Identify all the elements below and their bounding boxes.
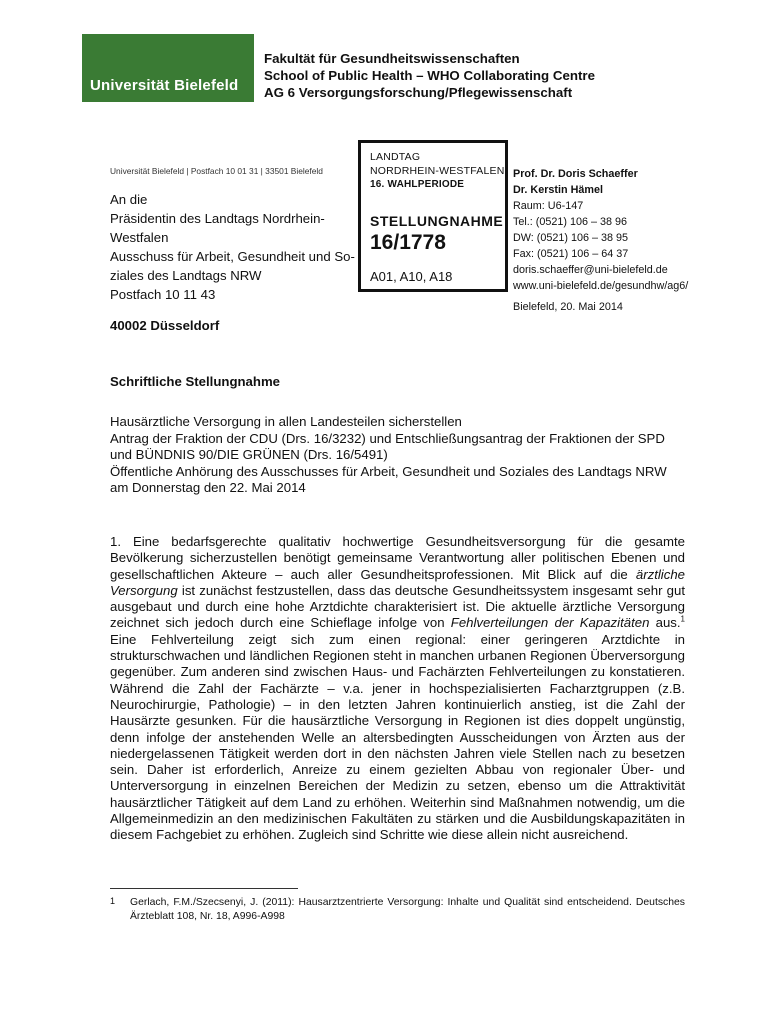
stamp-codes: A01, A10, A18 — [370, 269, 453, 284]
contact-name-2: Dr. Kerstin Hämel — [513, 184, 604, 196]
contact-email: doris.schaeffer@uni-bielefeld.de — [513, 264, 668, 276]
logo-text: Universität Bielefeld — [90, 77, 239, 94]
subject-paragraph-2: Antrag der Fraktion der CDU (Drs. 16/3232) und Entschließungsantrag der Fraktionen der SPD und BÜNDNIS 90/DIE GRÜNEN (Drs. 16/5491) — [110, 430, 665, 462]
faculty-line-1: Fakultät für Gesundheitswissenschaften — [264, 51, 520, 66]
contact-fax: Fax: (0521) 106 – 64 37 — [513, 248, 629, 260]
body-text-1: 1. Eine bedarfsgerechte qualitativ hochwertige Gesundheitsversorgung für die gesamte Bevölkerung sicherzustellen benötigt gemeinsame Verantwortung aller politischen Ebenen und gesellschaftlichen Akteure – auch aller Gesundheitsprofessionen. Mit Blick auf die — [110, 534, 685, 582]
faculty-header — [264, 50, 595, 101]
letter-date: Bielefeld, 20. Mai 2014 — [513, 301, 623, 313]
subject-paragraph-1: Hausärztliche Versorgung in allen Landesteilen sicherstellen — [110, 414, 462, 429]
contact-web: www.uni-bielefeld.de/gesundhw/ag6/ — [513, 280, 689, 292]
recipient-city: 40002 Düsseldorf — [110, 318, 220, 333]
contact-tel: Tel.: (0521) 106 – 38 96 — [513, 216, 628, 228]
faculty-line-2: School of Public Health – WHO Collaborating Centre — [264, 68, 595, 83]
subject-paragraph-3: Öffentliche Anhörung des Ausschusses für Arbeit, Gesundheit und Soziales des Landtags NRW am Donnerstag den 22. Mai 2014 — [110, 463, 667, 495]
contact-dw: DW: (0521) 106 – 38 95 — [513, 232, 629, 244]
body-text-2: ist zunächst festzustellen, dass das deutsche Gesundheitssystem insgesamt sehr gut ausgebaut und durch eine hohe Arztdichte charakterisiert ist. Die aktuelle ärztliche Versorgung zeichnet sich jedoch durch eine Schieflage infolge von — [110, 582, 685, 631]
footnote-number: 1 — [110, 896, 116, 906]
document-heading: Schriftliche Stellungnahme — [110, 374, 281, 389]
footnote-reference: 1 — [680, 615, 685, 625]
contact-name-1: Prof. Dr. Doris Schaeffer — [513, 168, 638, 180]
body-emphasis-1: ärztliche Versorgung — [110, 566, 685, 598]
university-logo — [82, 34, 254, 102]
stamp-line-2: NORDRHEIN-WESTFALEN — [370, 165, 505, 177]
stamp-header — [370, 150, 504, 192]
landtag-stamp — [358, 140, 508, 292]
stamp-label: STELLUNGNAHME — [370, 213, 504, 229]
subject-block — [110, 414, 685, 497]
footnote-divider — [110, 888, 298, 889]
recipient-line-2: Präsidentin des Landtags Nordrhein- — [110, 211, 325, 226]
body-text-3: aus. — [649, 615, 681, 631]
recipient-line-6: Postfach 10 11 43 — [110, 287, 216, 302]
recipient-address — [110, 190, 362, 304]
body-text-4: Eine Fehlverteilung zeigt sich zum einen regional: einer geringeren Arztdichte in strukturschwachen und ländlichen Regionen steht in manchen urbanen Regionen Überversorgung gegenüber. Zum anderen sind zwischen Haus- und Fachärzten Fehlverteilungen zu konstatieren. Während die Zahl der Fachärzte – v.a. jener in hochspezialisierten Facharztgruppen (z.B. Neurochirurgie, Pathologie) – in den letzten Jahren kontinuierlich anstieg, ist die Zahl der Hausärzte gesunken. Für die hausärztliche Versorgung in Regionen ist dies doppelt ungünstig, denn infolge der anstehenden Welle an altersbedingten Ausscheidungen von Ärzten aus der niedergelassenen Tätigkeit werden dort in den nächsten Jahren viele Stellen nach zu besetzen sein. Daher ist erforderlich, Anreize zu einem gezielten Abbau von regionaler Über- und Unterversorgung in einzelnen Bereichen der Medizin zu setzen, ebenso um die Attraktivität hausärztlicher Tätigkeit auf dem Land zu erhöhen. Weiterhin sind Maßnahmen notwendig, um die Allgemeinmedizin an den medizinischen Fakultäten zu stärken und die Ausbildungskapazitäten in diesem Fachgebiet zu erhöhen. Zugleich sind Schritte wie diese allein nicht ausreichend. — [110, 631, 685, 843]
recipient-line-4: Ausschuss für Arbeit, Gesundheit und So- — [110, 249, 355, 264]
recipient-line-5: ziales des Landtags NRW — [110, 268, 262, 283]
sender-line: Universität Bielefeld | Postfach 10 01 31 | 33501 Bielefeld — [110, 166, 323, 176]
recipient-line-1: An die — [110, 192, 148, 207]
body-emphasis-2: Fehlverteilungen der Kapazitäten — [450, 615, 650, 631]
stamp-number: 16/1778 — [370, 231, 446, 254]
footnote-text: Gerlach, F.M./Szecsenyi, J. (2011): Hausarztzentrierte Versorgung: Inhalte und Qualität sind entscheidend. Deutsches Ärzteblatt 108, Nr. 18, A996-A998 — [130, 897, 685, 922]
recipient-line-3: Westfalen — [110, 230, 169, 245]
stamp-line-3: 16. WAHLPERIODE — [370, 179, 465, 190]
contact-block — [513, 166, 688, 294]
faculty-line-3: AG 6 Versorgungsforschung/Pflegewissenschaft — [264, 85, 573, 100]
contact-room: Raum: U6-147 — [513, 200, 584, 212]
body-paragraph — [110, 534, 685, 844]
stamp-line-1: LANDTAG — [370, 151, 421, 163]
